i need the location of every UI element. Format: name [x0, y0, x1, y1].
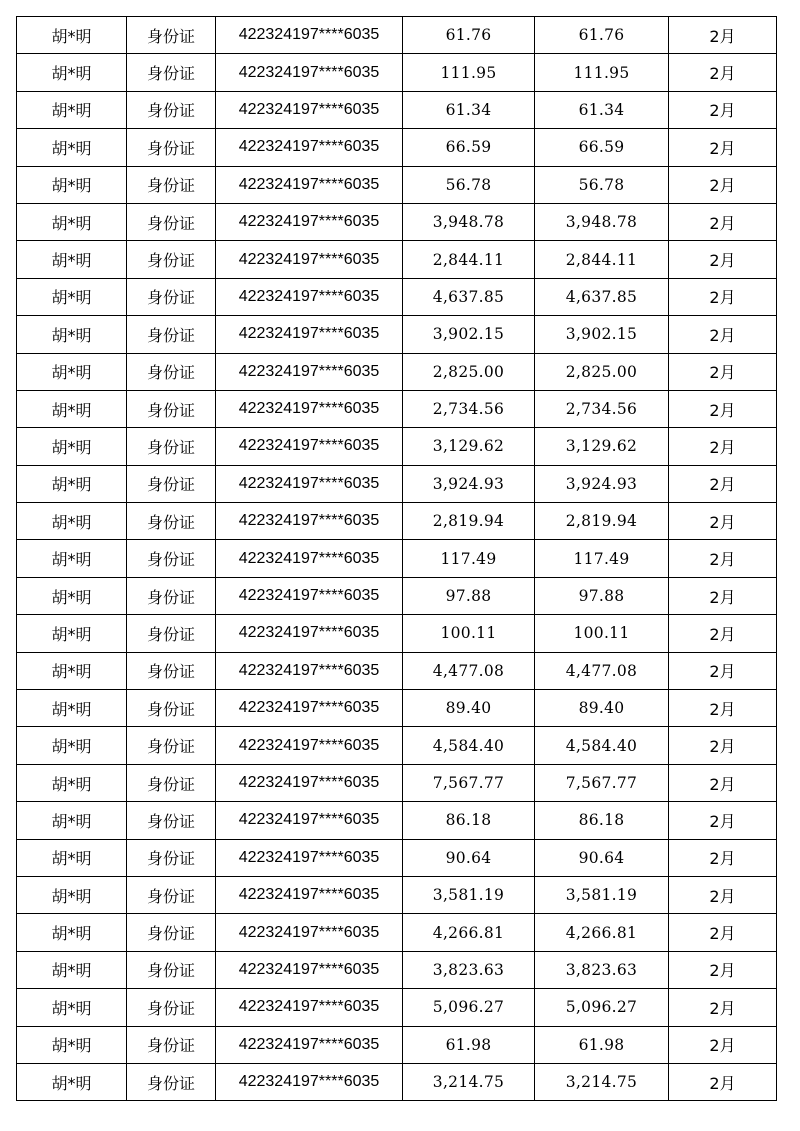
amount-cell-2: 4,477.08 — [535, 652, 669, 689]
amount-cell-2: 3,924.93 — [535, 465, 669, 502]
id-type-cell: 身份证 — [127, 129, 216, 166]
table-row — [17, 316, 777, 353]
id-number-cell: 422324197****6035 — [216, 615, 403, 652]
amount-cell: 2,734.56 — [403, 390, 535, 427]
name-cell: 胡*明 — [17, 465, 127, 502]
id-number-cell: 422324197****6035 — [216, 166, 403, 203]
table-row — [17, 390, 777, 427]
amount-cell: 4,266.81 — [403, 914, 535, 951]
id-number-cell: 422324197****6035 — [216, 17, 403, 54]
id-number-cell: 422324197****6035 — [216, 241, 403, 278]
amount-cell-2: 2,844.11 — [535, 241, 669, 278]
id-type-cell: 身份证 — [127, 465, 216, 502]
table-row — [17, 241, 777, 278]
table-row — [17, 17, 777, 54]
id-type-cell: 身份证 — [127, 802, 216, 839]
month-cell: 2月 — [669, 727, 777, 764]
id-type-cell: 身份证 — [127, 91, 216, 128]
table-row — [17, 802, 777, 839]
table-row — [17, 166, 777, 203]
amount-cell: 2,825.00 — [403, 353, 535, 390]
id-number-cell: 422324197****6035 — [216, 727, 403, 764]
month-cell: 2月 — [669, 241, 777, 278]
name-cell: 胡*明 — [17, 166, 127, 203]
name-cell: 胡*明 — [17, 203, 127, 240]
table-row — [17, 503, 777, 540]
amount-cell: 3,902.15 — [403, 316, 535, 353]
table-row — [17, 577, 777, 614]
table-row — [17, 951, 777, 988]
name-cell: 胡*明 — [17, 914, 127, 951]
amount-cell: 61.34 — [403, 91, 535, 128]
amount-cell-2: 7,567.77 — [535, 764, 669, 801]
name-cell: 胡*明 — [17, 727, 127, 764]
table-row — [17, 465, 777, 502]
month-cell: 2月 — [669, 914, 777, 951]
table-row — [17, 914, 777, 951]
id-type-cell: 身份证 — [127, 690, 216, 727]
amount-cell: 4,637.85 — [403, 278, 535, 315]
id-type-cell: 身份证 — [127, 951, 216, 988]
id-number-cell: 422324197****6035 — [216, 203, 403, 240]
amount-cell-2: 3,948.78 — [535, 203, 669, 240]
name-cell: 胡*明 — [17, 577, 127, 614]
month-cell: 2月 — [669, 652, 777, 689]
name-cell: 胡*明 — [17, 764, 127, 801]
amount-cell: 89.40 — [403, 690, 535, 727]
month-cell: 2月 — [669, 17, 777, 54]
table-row — [17, 91, 777, 128]
name-cell: 胡*明 — [17, 17, 127, 54]
amount-cell-2: 56.78 — [535, 166, 669, 203]
table-row — [17, 203, 777, 240]
table-row — [17, 1026, 777, 1063]
id-number-cell: 422324197****6035 — [216, 353, 403, 390]
amount-cell: 86.18 — [403, 802, 535, 839]
amount-cell-2: 117.49 — [535, 540, 669, 577]
month-cell: 2月 — [669, 690, 777, 727]
month-cell: 2月 — [669, 540, 777, 577]
id-number-cell: 422324197****6035 — [216, 951, 403, 988]
amount-cell-2: 3,581.19 — [535, 876, 669, 913]
amount-cell: 56.78 — [403, 166, 535, 203]
amount-cell: 3,823.63 — [403, 951, 535, 988]
id-number-cell: 422324197****6035 — [216, 577, 403, 614]
amount-cell: 3,129.62 — [403, 428, 535, 465]
id-type-cell: 身份证 — [127, 503, 216, 540]
id-number-cell: 422324197****6035 — [216, 316, 403, 353]
table-row — [17, 652, 777, 689]
table-row — [17, 278, 777, 315]
table-row — [17, 839, 777, 876]
id-type-cell: 身份证 — [127, 839, 216, 876]
name-cell: 胡*明 — [17, 540, 127, 577]
amount-cell-2: 66.59 — [535, 129, 669, 166]
amount-cell-2: 4,584.40 — [535, 727, 669, 764]
month-cell: 2月 — [669, 166, 777, 203]
id-number-cell: 422324197****6035 — [216, 1026, 403, 1063]
payment-table — [16, 16, 777, 1101]
id-number-cell: 422324197****6035 — [216, 503, 403, 540]
name-cell: 胡*明 — [17, 91, 127, 128]
id-type-cell: 身份证 — [127, 1063, 216, 1100]
amount-cell-2: 4,266.81 — [535, 914, 669, 951]
amount-cell: 4,477.08 — [403, 652, 535, 689]
id-number-cell: 422324197****6035 — [216, 465, 403, 502]
month-cell: 2月 — [669, 503, 777, 540]
month-cell: 2月 — [669, 839, 777, 876]
amount-cell: 111.95 — [403, 54, 535, 91]
id-number-cell: 422324197****6035 — [216, 278, 403, 315]
month-cell: 2月 — [669, 577, 777, 614]
amount-cell-2: 2,734.56 — [535, 390, 669, 427]
amount-cell-2: 100.11 — [535, 615, 669, 652]
id-type-cell: 身份证 — [127, 353, 216, 390]
amount-cell: 100.11 — [403, 615, 535, 652]
id-number-cell: 422324197****6035 — [216, 91, 403, 128]
id-number-cell: 422324197****6035 — [216, 390, 403, 427]
amount-cell-2: 86.18 — [535, 802, 669, 839]
table-row — [17, 1063, 777, 1100]
id-number-cell: 422324197****6035 — [216, 1063, 403, 1100]
name-cell: 胡*明 — [17, 989, 127, 1026]
name-cell: 胡*明 — [17, 1063, 127, 1100]
name-cell: 胡*明 — [17, 652, 127, 689]
amount-cell: 117.49 — [403, 540, 535, 577]
month-cell: 2月 — [669, 353, 777, 390]
id-type-cell: 身份证 — [127, 278, 216, 315]
name-cell: 胡*明 — [17, 54, 127, 91]
amount-cell-2: 2,825.00 — [535, 353, 669, 390]
id-number-cell: 422324197****6035 — [216, 839, 403, 876]
amount-cell: 3,924.93 — [403, 465, 535, 502]
id-number-cell: 422324197****6035 — [216, 54, 403, 91]
id-type-cell: 身份证 — [127, 17, 216, 54]
month-cell: 2月 — [669, 764, 777, 801]
name-cell: 胡*明 — [17, 390, 127, 427]
amount-cell-2: 4,637.85 — [535, 278, 669, 315]
id-number-cell: 422324197****6035 — [216, 914, 403, 951]
table-row — [17, 690, 777, 727]
id-type-cell: 身份证 — [127, 615, 216, 652]
amount-cell-2: 111.95 — [535, 54, 669, 91]
id-type-cell: 身份证 — [127, 727, 216, 764]
name-cell: 胡*明 — [17, 690, 127, 727]
id-number-cell: 422324197****6035 — [216, 129, 403, 166]
amount-cell-2: 2,819.94 — [535, 503, 669, 540]
id-number-cell: 422324197****6035 — [216, 989, 403, 1026]
month-cell: 2月 — [669, 1026, 777, 1063]
id-type-cell: 身份证 — [127, 989, 216, 1026]
id-number-cell: 422324197****6035 — [216, 764, 403, 801]
id-type-cell: 身份证 — [127, 577, 216, 614]
id-type-cell: 身份证 — [127, 1026, 216, 1063]
amount-cell-2: 3,214.75 — [535, 1063, 669, 1100]
month-cell: 2月 — [669, 316, 777, 353]
name-cell: 胡*明 — [17, 503, 127, 540]
id-type-cell: 身份证 — [127, 166, 216, 203]
month-cell: 2月 — [669, 951, 777, 988]
amount-cell: 4,584.40 — [403, 727, 535, 764]
id-type-cell: 身份证 — [127, 914, 216, 951]
name-cell: 胡*明 — [17, 353, 127, 390]
month-cell: 2月 — [669, 129, 777, 166]
id-number-cell: 422324197****6035 — [216, 652, 403, 689]
table-row — [17, 353, 777, 390]
month-cell: 2月 — [669, 428, 777, 465]
table-row — [17, 129, 777, 166]
id-number-cell: 422324197****6035 — [216, 876, 403, 913]
month-cell: 2月 — [669, 54, 777, 91]
id-number-cell: 422324197****6035 — [216, 428, 403, 465]
amount-cell: 61.76 — [403, 17, 535, 54]
id-number-cell: 422324197****6035 — [216, 540, 403, 577]
table-row — [17, 764, 777, 801]
amount-cell: 3,214.75 — [403, 1063, 535, 1100]
amount-cell-2: 89.40 — [535, 690, 669, 727]
amount-cell: 90.64 — [403, 839, 535, 876]
table-row — [17, 876, 777, 913]
payment-table-body — [17, 17, 777, 1101]
month-cell: 2月 — [669, 203, 777, 240]
id-type-cell: 身份证 — [127, 54, 216, 91]
name-cell: 胡*明 — [17, 1026, 127, 1063]
amount-cell-2: 61.76 — [535, 17, 669, 54]
id-type-cell: 身份证 — [127, 652, 216, 689]
table-row — [17, 540, 777, 577]
amount-cell-2: 61.34 — [535, 91, 669, 128]
id-number-cell: 422324197****6035 — [216, 802, 403, 839]
table-row — [17, 989, 777, 1026]
name-cell: 胡*明 — [17, 876, 127, 913]
month-cell: 2月 — [669, 390, 777, 427]
amount-cell: 7,567.77 — [403, 764, 535, 801]
amount-cell-2: 5,096.27 — [535, 989, 669, 1026]
amount-cell-2: 3,902.15 — [535, 316, 669, 353]
id-type-cell: 身份证 — [127, 876, 216, 913]
amount-cell-2: 90.64 — [535, 839, 669, 876]
name-cell: 胡*明 — [17, 129, 127, 166]
amount-cell: 5,096.27 — [403, 989, 535, 1026]
table-row — [17, 428, 777, 465]
amount-cell: 2,844.11 — [403, 241, 535, 278]
name-cell: 胡*明 — [17, 241, 127, 278]
amount-cell: 66.59 — [403, 129, 535, 166]
table-row — [17, 54, 777, 91]
amount-cell: 3,581.19 — [403, 876, 535, 913]
id-type-cell: 身份证 — [127, 540, 216, 577]
id-type-cell: 身份证 — [127, 390, 216, 427]
amount-cell-2: 3,129.62 — [535, 428, 669, 465]
name-cell: 胡*明 — [17, 428, 127, 465]
name-cell: 胡*明 — [17, 839, 127, 876]
table-row — [17, 727, 777, 764]
id-type-cell: 身份证 — [127, 764, 216, 801]
name-cell: 胡*明 — [17, 278, 127, 315]
name-cell: 胡*明 — [17, 951, 127, 988]
id-type-cell: 身份证 — [127, 203, 216, 240]
month-cell: 2月 — [669, 615, 777, 652]
month-cell: 2月 — [669, 465, 777, 502]
table-row — [17, 615, 777, 652]
name-cell: 胡*明 — [17, 802, 127, 839]
name-cell: 胡*明 — [17, 316, 127, 353]
amount-cell: 3,948.78 — [403, 203, 535, 240]
id-type-cell: 身份证 — [127, 428, 216, 465]
id-type-cell: 身份证 — [127, 241, 216, 278]
month-cell: 2月 — [669, 1063, 777, 1100]
amount-cell-2: 61.98 — [535, 1026, 669, 1063]
amount-cell-2: 97.88 — [535, 577, 669, 614]
id-type-cell: 身份证 — [127, 316, 216, 353]
amount-cell: 2,819.94 — [403, 503, 535, 540]
amount-cell: 61.98 — [403, 1026, 535, 1063]
month-cell: 2月 — [669, 802, 777, 839]
name-cell: 胡*明 — [17, 615, 127, 652]
month-cell: 2月 — [669, 278, 777, 315]
month-cell: 2月 — [669, 989, 777, 1026]
amount-cell-2: 3,823.63 — [535, 951, 669, 988]
month-cell: 2月 — [669, 91, 777, 128]
month-cell: 2月 — [669, 876, 777, 913]
amount-cell: 97.88 — [403, 577, 535, 614]
id-number-cell: 422324197****6035 — [216, 690, 403, 727]
